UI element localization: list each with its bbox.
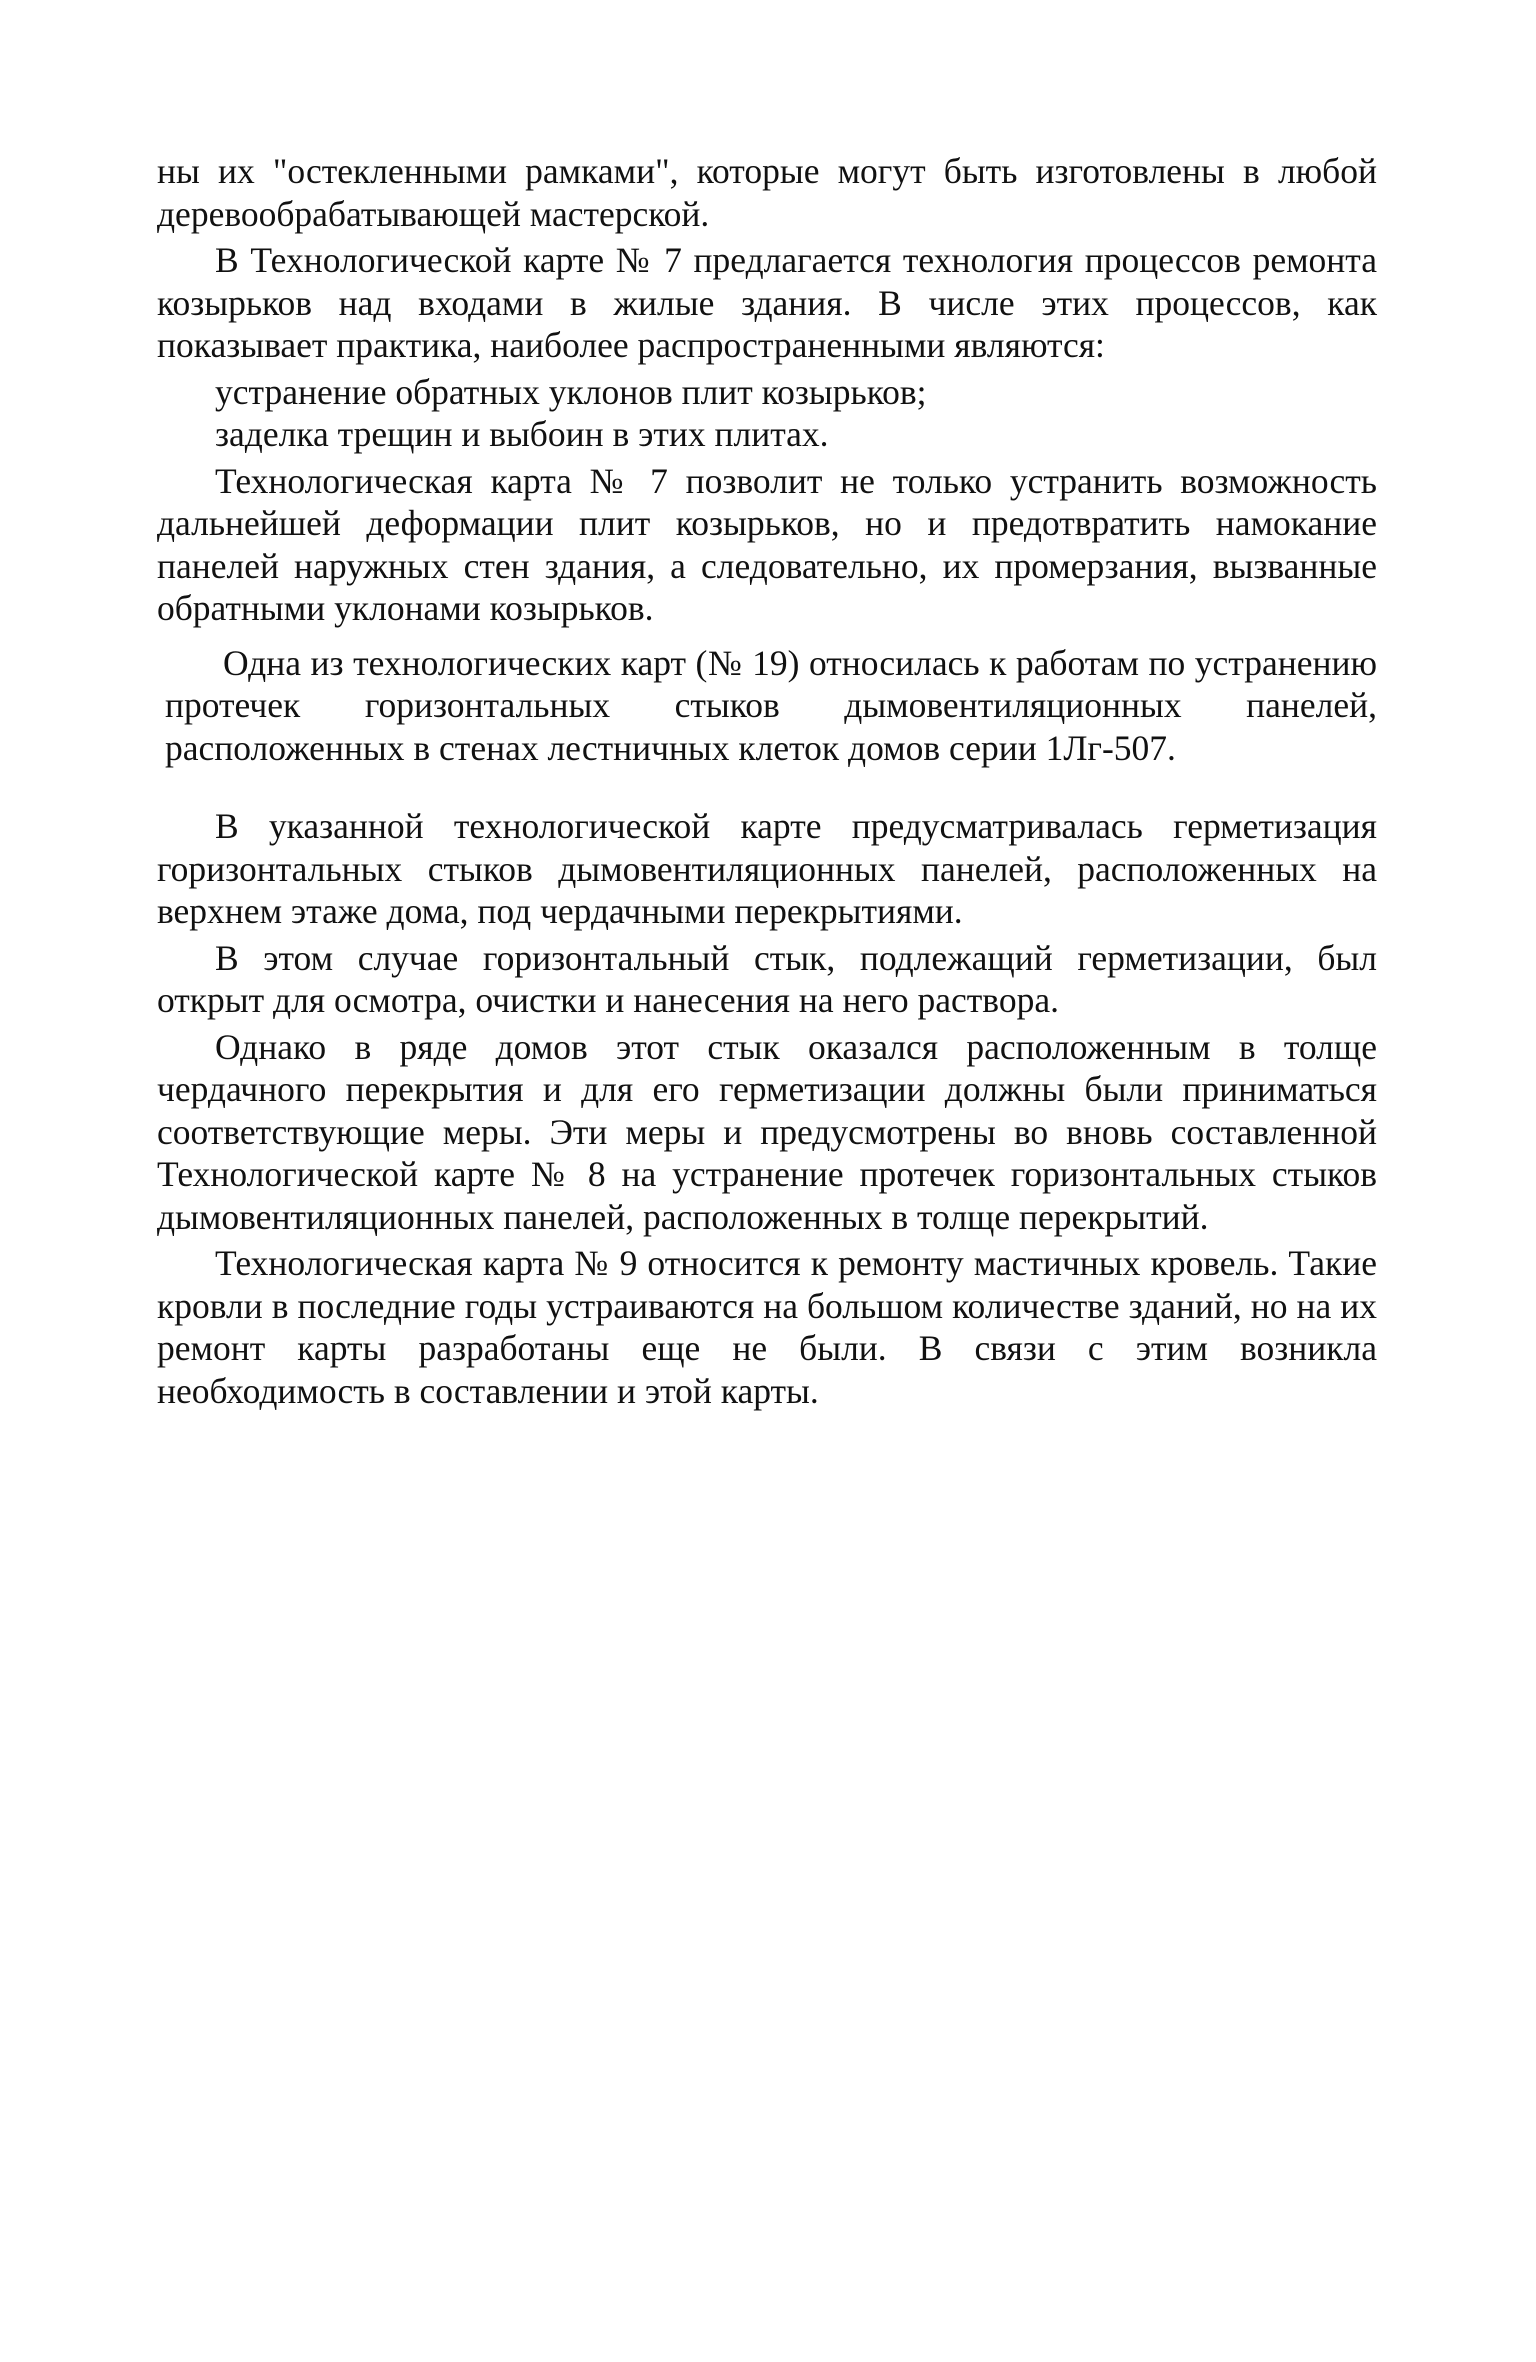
paragraph-tech-card-19: Одна из технологических карт (№ 19) относилась к работам по устранению протечек горизонтальных стыков дымовентиляционных панелей, расположенных в стенах лестничных клеток домов серии 1Лг-507. bbox=[165, 642, 1377, 768]
paragraph-sealing-upper-floor: В указанной технологической карте предусматривалась герметизация горизонтальных стыков дымовентиляционных панелей, расположенных на верхнем этаже дома, под чердачными перекрытиями. bbox=[157, 806, 1377, 931]
paragraph-tech-card-7-benefits: Технологическая карта № 7 позволит не только устранить возможность дальнейшей деформации плит козырьков, но и предотвратить намокание панелей наружных стен здания, а следовательно, их промерзания, вызванные обратными уклонами козырьков. bbox=[157, 460, 1377, 628]
list-item-crack-sealing: заделка трещин и выбоин в этих плитах. bbox=[215, 414, 829, 454]
paragraph-continuation: ны их "остекленными рамками", которые могут быть изготовлены в любой деревообрабатывающей мастерской. bbox=[157, 151, 1377, 234]
list-item-slope-removal: устранение обратных уклонов плит козырьков; bbox=[215, 371, 927, 412]
paragraph-tech-card-7-intro: В Технологической карте № 7 предлагается технология процессов ремонта козырьков над входами в жилые здания. В числе этих процессов, как показывает практика, наиболее распространенными являются: bbox=[157, 240, 1377, 365]
paragraph-joint-open: В этом случае горизонтальный стык, подлежащий герметизации, был открыт для осмотра, очистки и нанесения на него раствора. bbox=[157, 937, 1377, 1020]
paragraph-tech-card-8: Однако в ряде домов этот стык оказался расположенным в толще чердачного перекрытия и для его герметизации должны были приниматься соответствующие меры. Эти меры и предусмотрены во вновь составленной Технологической карте № 8 на устранение протечек горизонтальных стыков дымовентиляционных панелей, расположенных в толще перекрытий. bbox=[157, 1026, 1377, 1237]
document-body bbox=[157, 150, 1377, 1412]
paragraph-tech-card-9: Технологическая карта № 9 относится к ремонту мастичных кровель. Такие кровли в последние годы устраиваются на большом количестве зданий, но на их ремонт карты разработаны еще не были. В связи с этим возникла необходимость в составлении и этой карты. bbox=[157, 1243, 1377, 1411]
